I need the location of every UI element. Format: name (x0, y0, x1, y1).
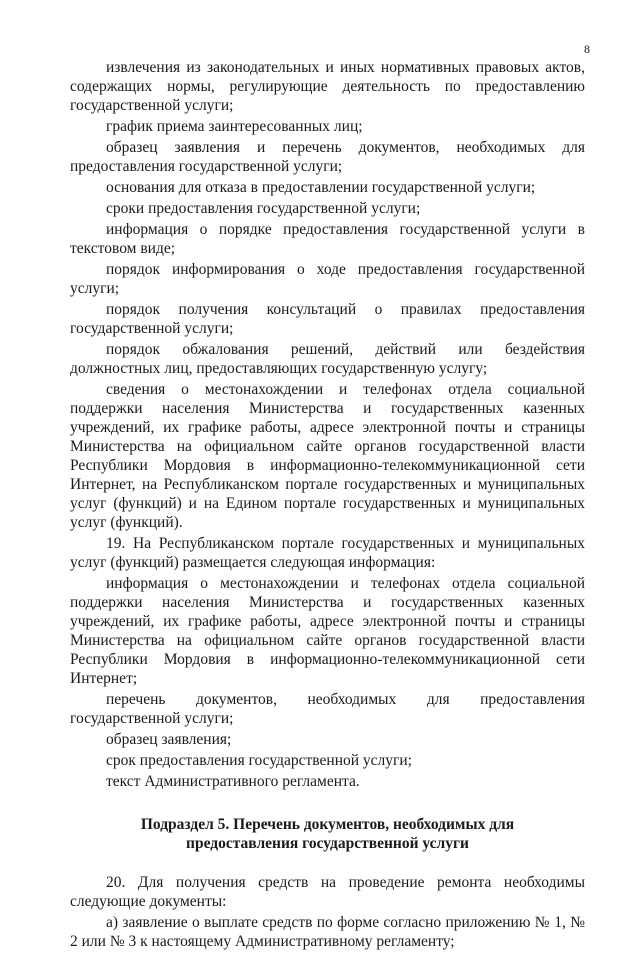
paragraph: 20. Для получения средств на проведение ремонта необходимы следующие документы: (70, 874, 585, 910)
section-title-line: предоставления государственной услуги (186, 835, 469, 852)
document-body (70, 58, 585, 953)
paragraph: текст Административного регламента. (106, 773, 360, 790)
paragraph: информация о местонахождении и телефонах отдела социальной поддержки населения Министерства и государственных казенных учреждений, их графике работы, адресе электронной почты и страницы Министерства на официальном сайте органов государственной власти Республики Мордовия в информационно-телекоммуникационной сети Интернет; (70, 575, 585, 687)
paragraph: порядок обжалования решений, действий или бездействия должностных лиц, предоставляющих государственную услугу; (70, 341, 585, 377)
paragraph: перечень документов, необходимых для предоставления государственной услуги; (70, 691, 585, 727)
paragraph: информация о порядке предоставления государственной услуги в текстовом виде; (70, 221, 585, 257)
paragraph: основания для отказа в предоставлении государственной услуги; (106, 179, 536, 196)
paragraph: 19. На Республиканском портале государственных и муниципальных услуг (функций) размещается следующая информация: (70, 535, 585, 571)
paragraph: сроки предоставления государственной услуги; (106, 200, 421, 217)
section-title-line: Подраздел 5. Перечень документов, необходимых для (140, 816, 515, 833)
page-number: 8 (584, 42, 590, 56)
paragraph: график приема заинтересованных лиц; (106, 118, 363, 135)
paragraph: а) заявление о выплате средств по форме согласно приложению № 1, № 2 или № 3 к настоящему Административному регламенту; (70, 914, 585, 950)
paragraph: порядок информирования о ходе предоставления государственной услуги; (70, 261, 585, 297)
section-title (70, 815, 585, 853)
paragraph: срок предоставления государственной услуги; (106, 752, 412, 769)
paragraph: образец заявления; (106, 731, 232, 748)
paragraph: образец заявления и перечень документов, необходимых для предоставления государственной услуги; (70, 139, 585, 175)
paragraph: порядок получения консультаций о правилах предоставления государственной услуги; (70, 301, 585, 337)
paragraph: сведения о местонахождении и телефонах отдела социальной поддержки населения Министерства и государственных казенных учреждений, их графике работы, адресе электронной почты и страницы Министерства на официальном сайте органов государственной власти Республики Мордовия в информационно-телекоммуникационной сети Интернет, на Республиканском портале государственных и муниципальных услуг (функций) и на Едином портале государственных и муниципальных услуг (функций). (70, 381, 585, 531)
paragraph: извлечения из законодательных и иных нормативных правовых актов, содержащих нормы, регулирующие деятельность по предоставлению государственной услуги; (70, 59, 585, 114)
